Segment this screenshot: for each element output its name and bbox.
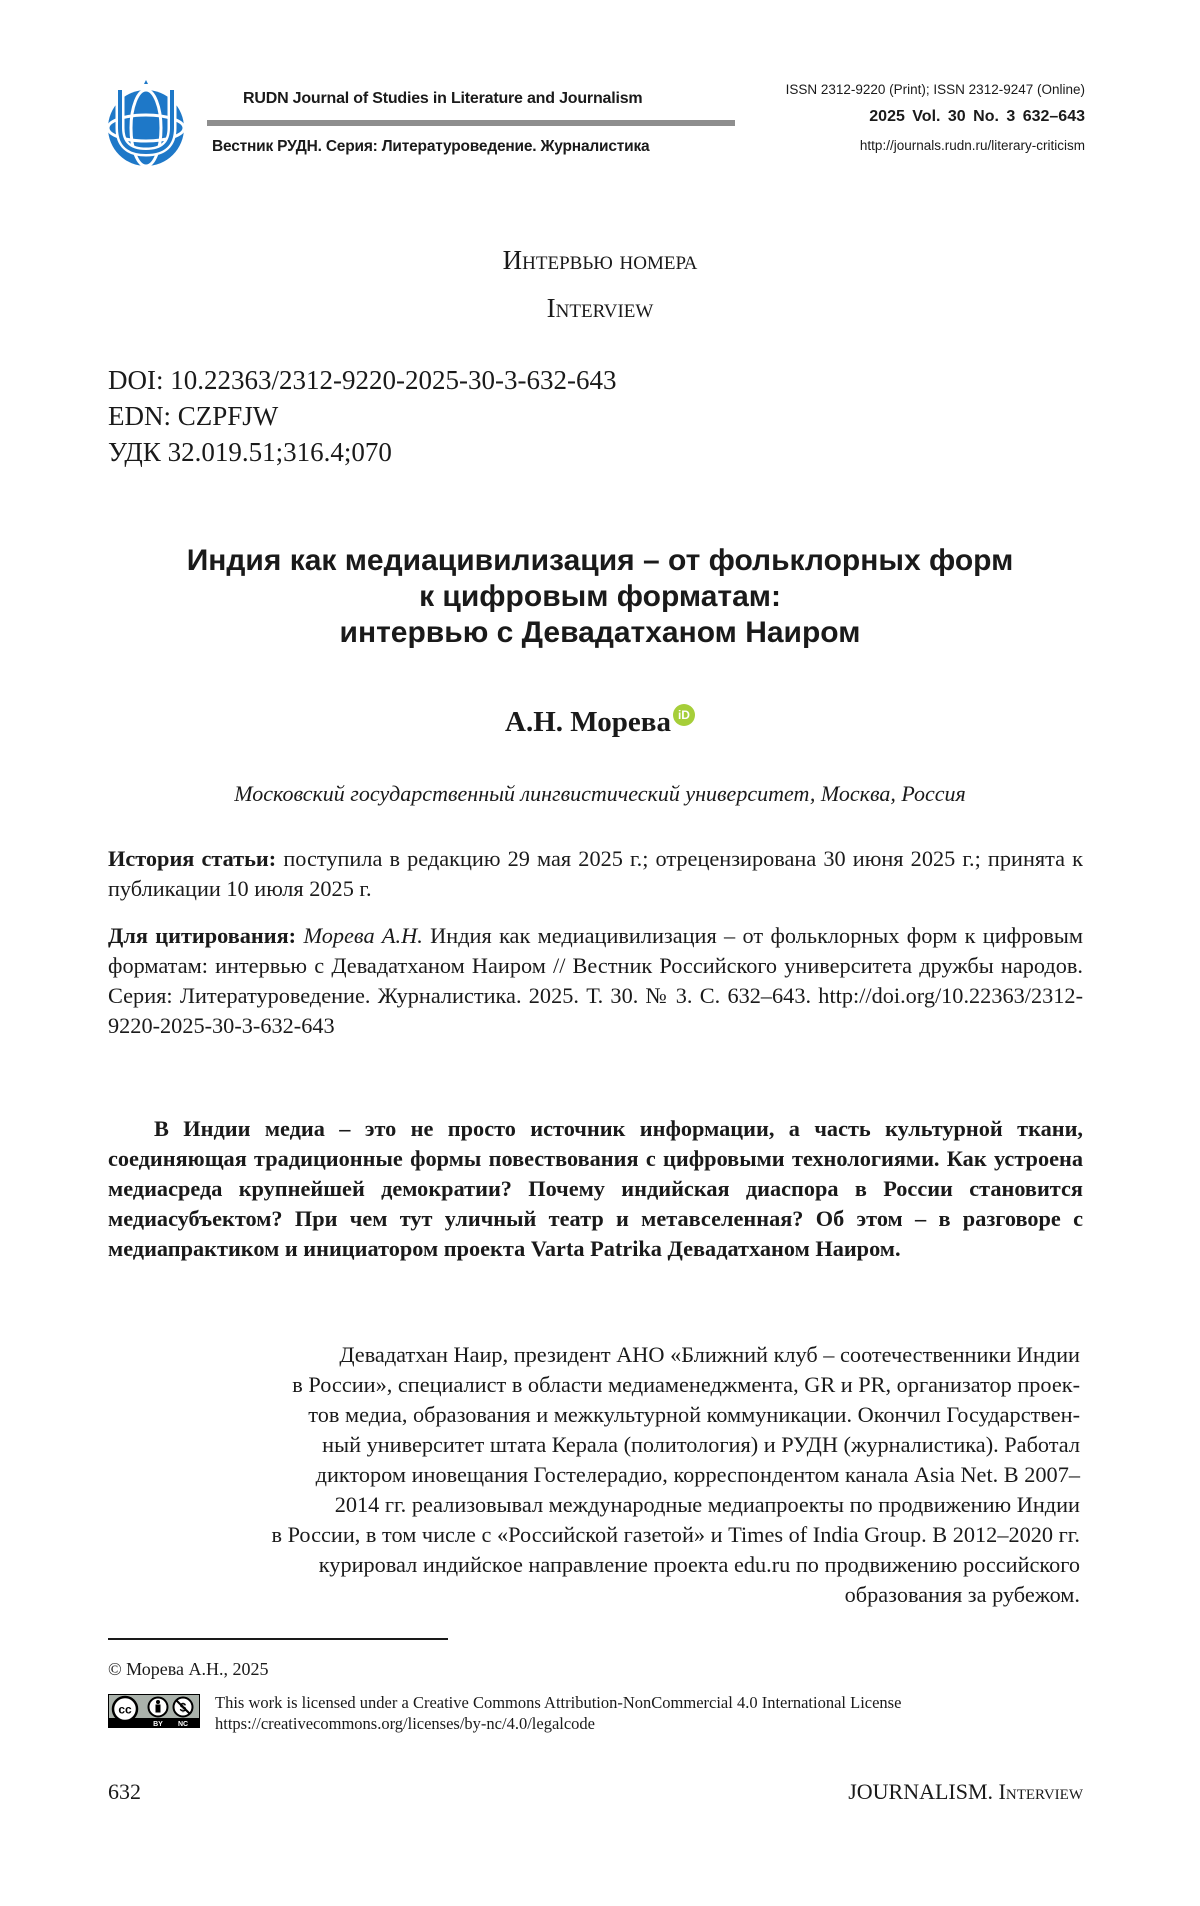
license-text (215, 1692, 901, 1734)
header-divider (207, 120, 735, 126)
bio-line: образования за рубежом. (160, 1580, 1080, 1610)
bio-line: диктором иновещания Гостелерадио, корреспондентом канала Asia Net. В 2007– (160, 1460, 1080, 1490)
article-history (108, 844, 1083, 904)
author-affiliation: Московский государственный лингвистический университет, Москва, Россия (0, 781, 1200, 807)
svg-text:BY: BY (153, 1721, 163, 1728)
article-title-line: интервью с Девадатханом Наиром (0, 615, 1200, 651)
copyright-line: © Морева А.Н., 2025 (108, 1659, 268, 1680)
bio-line: 2014 гг. реализовывал международные медиапроекты по продвижению Индии (160, 1490, 1080, 1520)
bio-line: в России», специалист в области медиаменеджмента, GR и PR, организатор проек- (160, 1370, 1080, 1400)
edn-line: EDN: CZPFJW (108, 401, 278, 432)
license-link[interactable]: https://creativecommons.org/licenses/by-nc/4.0/legalcode (215, 1713, 901, 1734)
svg-text:cc: cc (118, 1703, 132, 1717)
journal-title-en: RUDN Journal of Studies in Literature and Journalism (243, 90, 642, 108)
author-name: А.Н. Морева (505, 706, 671, 738)
article-title-line: Индия как медиацивилизация – от фольклорных форм (0, 543, 1200, 579)
issn-line: ISSN 2312-9220 (Print); ISSN 2312-9247 (Online) (786, 82, 1085, 97)
bio-line: курировал индийское направление проекта edu.ru по продвижению российского (160, 1550, 1080, 1580)
journal-url[interactable]: http://journals.rudn.ru/literary-criticism (860, 138, 1085, 153)
section-heading-ru: Интервью номера (0, 245, 1200, 276)
history-text: поступила в редакцию 29 мая 2025 г.; отрецензирована 30 июня 2025 г.; принята к публикации 10 июля 2025 г. (108, 846, 1083, 901)
citation-text: Индия как медиацивилизация – от фольклорных форм к цифровым форматам: интервью с Девадатханом Наиром // Вестник Российского университета дружбы народов. Серия: Литературоведение. Журналистика. 2025. Т. 30. № 3. С. 632–643. http://doi.org/10.22363/2312-9220-2025-30-3-632-643 (108, 923, 1083, 1038)
udk-line: УДК 32.019.51;316.4;070 (108, 437, 392, 468)
citation-author: Морева А.Н. (303, 923, 422, 948)
rudn-globe-logo-icon (100, 78, 192, 170)
doi-line: DOI: 10.22363/2312-9220-2025-30-3-632-643 (108, 365, 616, 396)
author-line (0, 704, 1200, 739)
license-statement: This work is licensed under a Creative Commons Attribution-NonCommercial 4.0 International License (215, 1692, 901, 1713)
bio-line: Девадатхан Наир, президент АНО «Ближний клуб – соотечественники Индии (160, 1340, 1080, 1370)
creative-commons-by-nc-icon (108, 1694, 200, 1728)
section-heading-en: Interview (0, 293, 1200, 324)
svg-text:NC: NC (178, 1721, 188, 1728)
page-number: 632 (108, 1779, 141, 1805)
journal-title-ru: Вестник РУДН. Серия: Литературоведение. Журналистика (212, 138, 649, 156)
abstract: В Индии медиа – это не просто источник информации, а часть культурной ткани, соединяющая традиционные формы повествования с цифровыми технологиями. Как устроена медиасреда крупнейшей демократии? Почему индийская диаспора в России становится медиасубъектом? При чем тут уличный театр и метавселенная? Об этом – в разговоре с медиапрактиком и инициатором проекта Varta Patrika Девадатханом Наиром. (108, 1114, 1083, 1264)
bio-line: в России, в том числе с «Российской газетой» и Times of India Group. В 2012–2020 гг. (160, 1520, 1080, 1550)
history-label: История статьи: (108, 846, 276, 871)
article-title (0, 543, 1200, 651)
orcid-icon[interactable]: iD (673, 704, 695, 726)
citation-block (108, 921, 1083, 1041)
footnote-divider (108, 1638, 448, 1640)
article-title-line: к цифровым форматам: (0, 579, 1200, 615)
volume-line: 2025 Vol. 30 No. 3 632–643 (869, 108, 1085, 126)
interviewee-bio (160, 1340, 1080, 1610)
bio-line: ный университет штата Керала (политология) и РУДН (журналистика). Работал (160, 1430, 1080, 1460)
running-head: JOURNALISM. Interview (848, 1779, 1083, 1805)
bio-line: тов медиа, образования и межкультурной коммуникации. Окончил Государствен- (160, 1400, 1080, 1430)
citation-label: Для цитирования: (108, 923, 296, 948)
